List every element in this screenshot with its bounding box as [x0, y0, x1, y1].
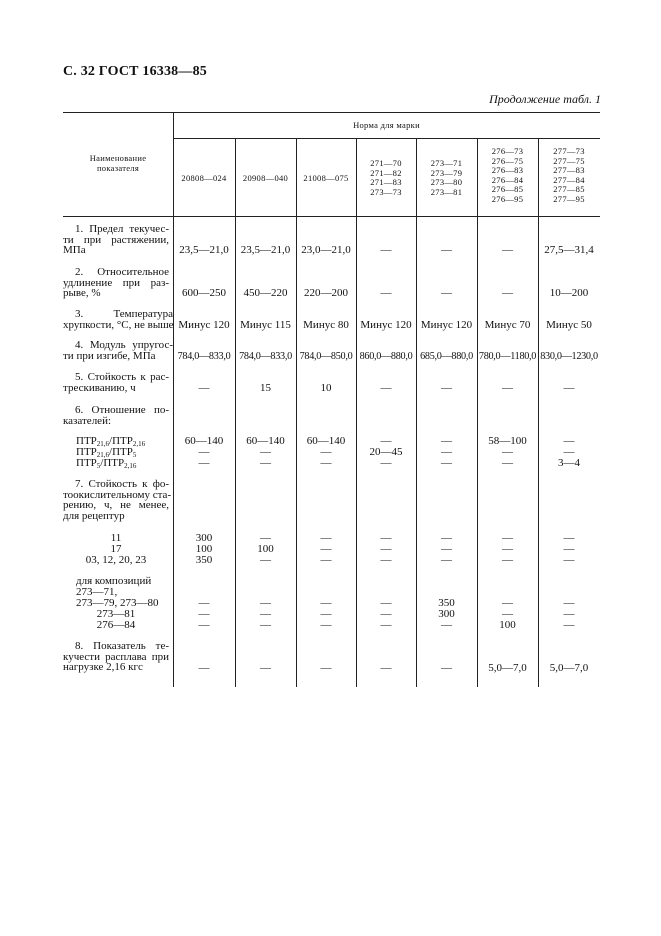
row-label: 6. Отношение по- казателей:: [63, 404, 169, 427]
table-cell: —: [198, 446, 210, 458]
table-cell: —: [320, 457, 332, 469]
table-cell: —: [198, 597, 210, 609]
column-header-name: Наименование показателя: [89, 153, 147, 173]
table-cell: —: [502, 532, 513, 544]
row-label: для композиций: [76, 575, 152, 587]
table-cell: 860,0—880,0: [359, 351, 413, 362]
grade-header: 271—70 271—82 271—83 273—73: [370, 158, 402, 197]
table-cell: —: [441, 532, 452, 544]
table-cell: 350: [195, 554, 213, 566]
table-cell: —: [502, 597, 513, 609]
table-cell: 784,0—850,0: [299, 351, 353, 362]
table-cell: 23,5—21,0: [179, 244, 229, 256]
table-cell: —: [260, 608, 271, 620]
table-cell: —: [260, 457, 271, 469]
table-cell: 100: [195, 543, 213, 555]
table-cell: —: [198, 382, 210, 394]
table-cell: —: [260, 532, 271, 544]
table-cell: Минус 120: [178, 319, 230, 331]
table-cell: —: [320, 608, 332, 620]
table-cell: 10—200: [549, 287, 589, 299]
header-bottom-rule: [63, 216, 600, 217]
table-cell: 450—220: [243, 287, 288, 299]
table-cell: 685,0—880,0: [420, 351, 473, 362]
table-cell: 60—140: [306, 435, 346, 447]
row-label: $ПТР_5/ПТР_{2,16}$: [76, 457, 137, 470]
table-cell: —: [320, 543, 332, 555]
table-cell: 60—140: [184, 435, 224, 447]
table-cell: —: [563, 608, 575, 620]
table-cell: —: [441, 457, 452, 469]
table-cell: —: [380, 662, 392, 674]
table-cell: —: [380, 554, 392, 566]
table-cell: 830,0—1230,0: [540, 351, 598, 362]
table-cell: —: [198, 619, 210, 631]
table-cell: —: [563, 597, 575, 609]
table-cell: —: [198, 662, 210, 674]
table-cell: —: [380, 244, 392, 256]
table-cell: —: [502, 554, 513, 566]
grade-header: 21008—075: [303, 173, 349, 183]
table-cell: —: [502, 244, 513, 256]
table-cell: —: [441, 662, 452, 674]
table-cell: —: [563, 543, 575, 555]
table-cell: —: [380, 457, 392, 469]
table-cell: 780,0—1180,0: [478, 351, 537, 362]
table-cell: —: [441, 554, 452, 566]
table-cell: —: [380, 597, 392, 609]
table-cell: 300: [195, 532, 213, 544]
table-cell: —: [441, 244, 452, 256]
table-cell: —: [260, 446, 271, 458]
row-label: 17: [110, 543, 122, 555]
table-cell: 23,5—21,0: [240, 244, 291, 256]
table-cell: 60—140: [246, 435, 285, 447]
grade-header-rule: [173, 138, 600, 139]
grade-header: 20908—040: [242, 173, 289, 183]
table-cell: —: [563, 532, 575, 544]
table-cell: —: [198, 608, 210, 620]
row-label: 2. Относительное удлинение при раз- рыве, %: [63, 266, 169, 300]
table-cell: —: [320, 554, 332, 566]
table-cell: 20—45: [369, 446, 403, 458]
table-cell: —: [380, 619, 392, 631]
table-cell: 10: [320, 382, 332, 394]
table-cell: —: [563, 382, 575, 394]
norm-header: Норма для марки: [353, 120, 420, 130]
table-cell: —: [441, 543, 452, 555]
table-cell: 100: [499, 619, 516, 631]
table-cell: —: [380, 382, 392, 394]
table-top-rule: [63, 112, 600, 113]
table-cell: 5,0—7,0: [549, 662, 589, 674]
table-cell: —: [260, 619, 271, 631]
row-label: 273—81: [96, 608, 136, 620]
row-label: 5. Стойкость к рас- трескиванию, ч: [63, 371, 169, 394]
row-label: 1. Предел текучес- ти при растяжении, МПа: [63, 223, 169, 257]
table-cell: Минус 120: [360, 319, 412, 331]
table-cell: —: [502, 446, 513, 458]
table-cell: —: [502, 287, 513, 299]
table-cell: Минус 115: [240, 319, 291, 331]
table-cell: —: [441, 287, 452, 299]
table-cell: 220—200: [304, 287, 348, 299]
row-label: 273—79, 273—80: [76, 597, 159, 609]
table-cell: —: [320, 446, 332, 458]
table-cell: 350: [438, 597, 455, 609]
table-cell: —: [260, 662, 271, 674]
table-cell: —: [502, 608, 513, 620]
table-cell: —: [320, 662, 332, 674]
table-cell: —: [563, 619, 575, 631]
table-cell: 5,0—7,0: [488, 662, 527, 674]
table-cell: 784,0—833,0: [177, 351, 231, 362]
table-cell: 58—100: [488, 435, 527, 447]
table-continuation-caption: Продолжение табл. 1: [489, 92, 601, 106]
row-label: $ПТР_{21,6}/ПТР_{2,16}$: [76, 435, 146, 448]
table-cell: 300: [438, 608, 455, 620]
table-cell: —: [380, 532, 392, 544]
table-cell: —: [563, 435, 575, 447]
table-cell: —: [502, 382, 513, 394]
row-label: 4. Модуль упругос- ти при изгибе, МПа: [63, 339, 173, 362]
row-label: 03, 12, 20, 23: [85, 554, 147, 566]
table-cell: —: [260, 597, 271, 609]
table-cell: Минус 120: [420, 319, 473, 331]
table-cell: —: [380, 287, 392, 299]
table-cell: 3—4: [558, 457, 580, 469]
table-cell: —: [198, 457, 210, 469]
table-cell: —: [320, 597, 332, 609]
table-cell: —: [320, 532, 332, 544]
table-cell: —: [441, 446, 452, 458]
table-cell: 100: [257, 543, 274, 555]
table-cell: Минус 70: [484, 319, 531, 331]
row-label: 11: [110, 532, 122, 544]
table-cell: Минус 80: [303, 319, 349, 331]
row-label: 273—71,: [76, 586, 118, 598]
table-cell: —: [441, 435, 452, 447]
table-cell: 15: [260, 382, 271, 394]
table-cell: 784,0—833,0: [239, 351, 292, 362]
grade-header: 273—71 273—79 273—80 273—81: [430, 158, 463, 197]
grade-header: 20808—024: [181, 173, 227, 183]
table-cell: —: [380, 435, 392, 447]
table-cell: —: [441, 382, 452, 394]
row-label: 276—84: [96, 619, 136, 631]
table-cell: —: [502, 457, 513, 469]
table-cell: 27,5—31,4: [544, 244, 594, 256]
table-cell: —: [563, 446, 575, 458]
table-cell: —: [260, 554, 271, 566]
grade-header: 277—73 277—75 277—83 277—84 277—85 277—95: [553, 146, 585, 204]
grade-header: 276—73 276—75 276—83 276—84 276—85 276—95: [491, 146, 524, 204]
table-cell: —: [563, 554, 575, 566]
table-cell: 23,0—21,0: [301, 244, 351, 256]
table-cell: —: [380, 543, 392, 555]
row-label: $ПТР_{21,6}/ПТР_5$: [76, 446, 137, 459]
table-cell: 600—250: [182, 287, 226, 299]
table-cell: Минус 50: [546, 319, 592, 331]
table-cell: —: [441, 619, 452, 631]
table-cell: —: [380, 608, 392, 620]
table-cell: —: [320, 619, 332, 631]
row-label: 8. Показатель те- кучести расплава при нагрузке 2,16 кгс: [63, 640, 169, 674]
row-label: 7. Стойкость к фо- тоокислительному ста- рению, ч, не менее, для рецептур: [63, 478, 172, 522]
table-cell: —: [502, 543, 513, 555]
row-label: 3. Температура хрупкости, °С, не выше: [63, 308, 174, 331]
page-title: С. 32 ГОСТ 16338—85: [63, 64, 207, 79]
